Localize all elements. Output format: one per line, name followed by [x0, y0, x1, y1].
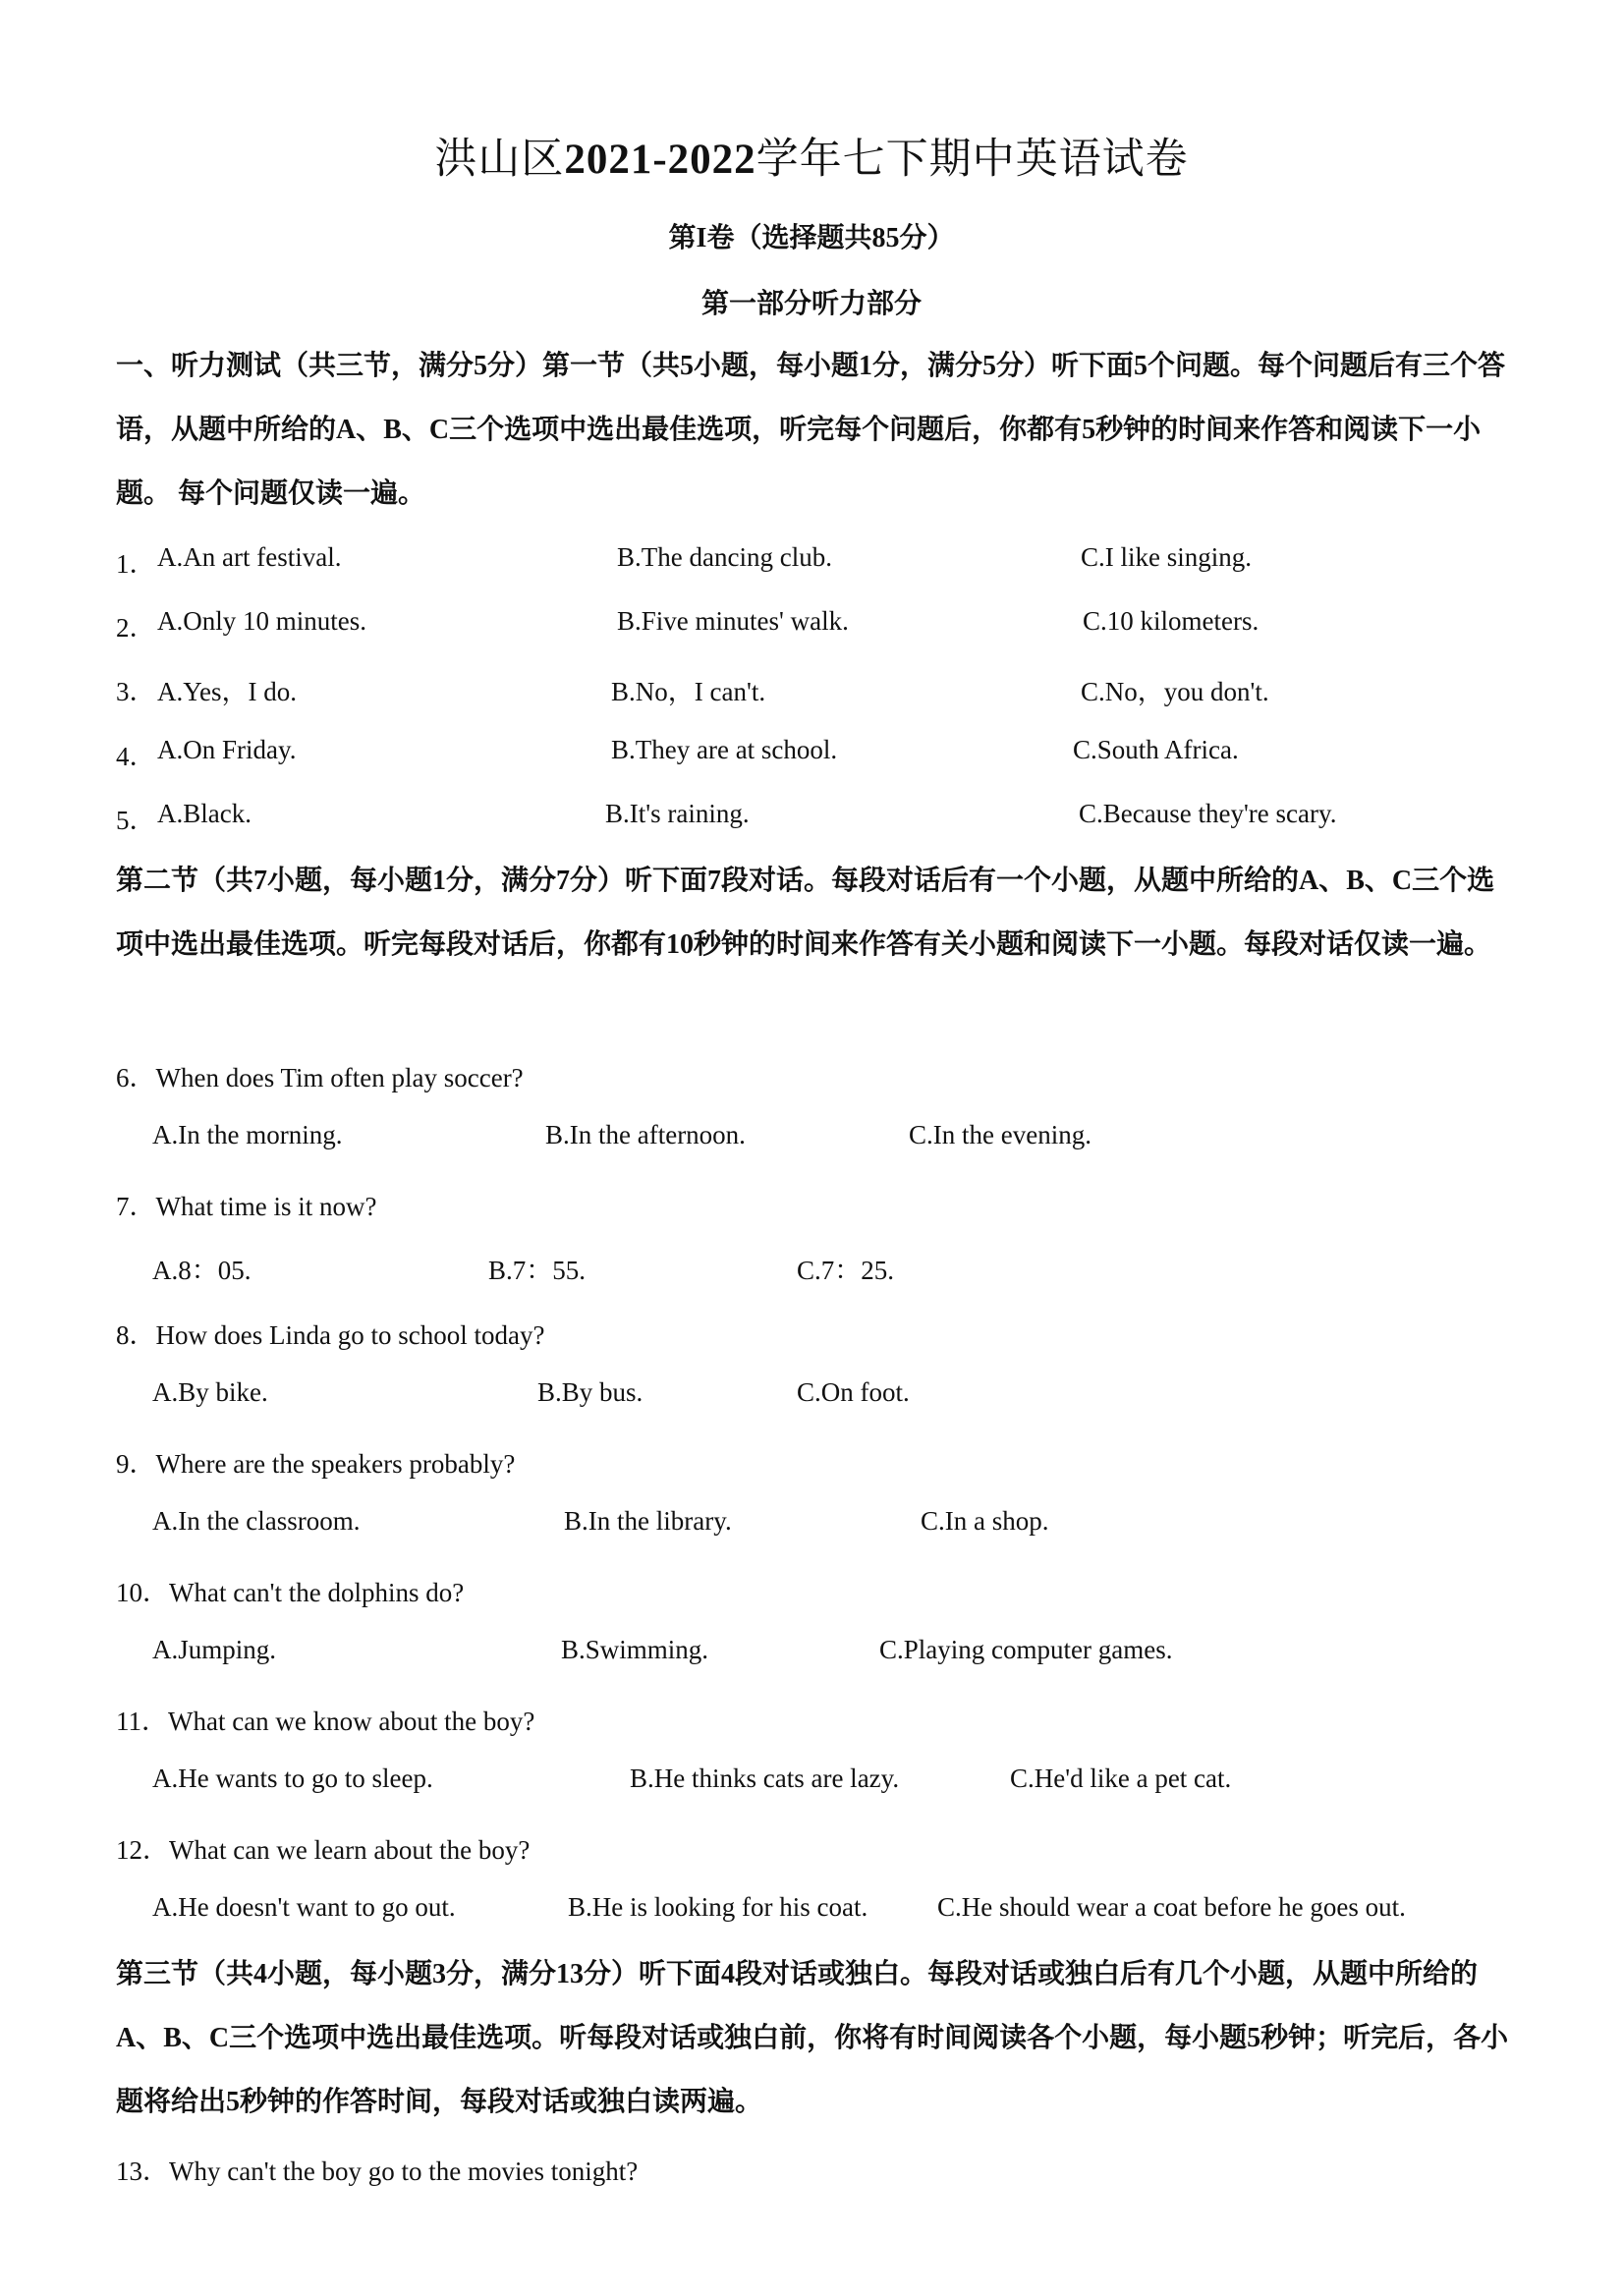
question-number: 2．	[116, 613, 156, 643]
option-b: B.In the afternoon.	[545, 1120, 746, 1149]
question-text: 13．Why can't the boy go to the movies tonight?	[116, 2156, 639, 2186]
option-a: A.8：05.	[152, 1256, 252, 1285]
question-text: 9．Where are the speakers probably?	[116, 1449, 516, 1479]
option-c: C.No，you don't.	[1081, 677, 1269, 706]
option-c: C.I like singing.	[1081, 542, 1252, 572]
option-b: B.It's raining.	[605, 799, 750, 828]
question-text: 10．What can't the dolphins do?	[116, 1578, 465, 1607]
option-c: C.Because they're scary.	[1079, 799, 1337, 828]
question-text: 7．What time is it now?	[116, 1192, 377, 1221]
option-a: A.Jumping.	[152, 1635, 277, 1664]
option-c: C.In the evening.	[909, 1120, 1091, 1149]
question-number: 4．	[116, 742, 156, 771]
option-b: B.No，I can't.	[611, 677, 766, 706]
question-number: 1．	[116, 549, 156, 579]
option-a: A.On Friday.	[157, 735, 297, 764]
section-heading: 第一部分听力部分	[700, 289, 922, 319]
page-title	[0, 126, 1623, 186]
option-a: A.He doesn't want to go out.	[152, 1892, 456, 1922]
option-a: A.Black.	[157, 799, 252, 828]
option-b: B.Five minutes' walk.	[617, 606, 849, 636]
option-c: C.7：25.	[797, 1256, 895, 1285]
option-b: B.7：55.	[488, 1256, 587, 1285]
question-text: 12．What can we learn about the boy?	[116, 1835, 531, 1865]
option-b: B.By bus.	[537, 1377, 644, 1407]
option-a: A.An art festival.	[157, 542, 342, 572]
question-text: 11．What can we know about the boy?	[116, 1707, 535, 1736]
option-a: A.Only 10 minutes.	[157, 606, 366, 636]
option-a: A.In the classroom.	[152, 1506, 361, 1536]
option-c: C.10 kilometers.	[1083, 606, 1259, 636]
question-text: 6．When does Tim often play soccer?	[116, 1063, 524, 1092]
option-b: B.Swimming.	[561, 1635, 709, 1664]
option-b: B.He is looking for his coat.	[568, 1892, 868, 1922]
question-number: 5．	[116, 806, 156, 835]
option-a: A.By bike.	[152, 1377, 268, 1407]
option-a: A.Yes，I do.	[157, 677, 298, 706]
part1-instructions: 一、听力测试（共三节，满分5分）第一节（共5小题，每小题1分，满分5分）听下面5个问题。每个问题后有三个答语，从题中所给的A、B、C三个选项中选出最佳选项，听完每个问题后，你都有5秒钟的时间来作答和阅读下一小题。 每个问题仅读一遍。	[116, 351, 1506, 509]
part2-instructions: 第二节（共7小题，每小题1分，满分7分）听下面7段对话。每段对话后有一个小题，从题中所给的A、B、C三个选项中选出最佳选项。听完每段对话后，你都有10秒钟的时间来作答有关小题和阅读下一小题。每段对话仅读一遍。	[116, 866, 1495, 960]
option-a: A.In the morning.	[152, 1120, 343, 1149]
option-c: C.He'd like a pet cat.	[1010, 1764, 1232, 1793]
title-prefix: 洪山区	[434, 137, 565, 183]
option-c: C.South Africa.	[1073, 735, 1239, 764]
question-text: 8．How does Linda go to school today?	[116, 1320, 545, 1350]
option-c: C.In a shop.	[921, 1506, 1049, 1536]
title-years: 2021-2022	[564, 137, 756, 183]
option-b: B.The dancing club.	[617, 542, 832, 572]
volume-subtitle: 第I卷（选择题共85分）	[668, 223, 955, 253]
question-number: 3．	[116, 677, 156, 706]
option-b: B.They are at school.	[611, 735, 838, 764]
option-a: A.He wants to go to sleep.	[152, 1764, 433, 1793]
option-b: B.He thinks cats are lazy.	[630, 1764, 900, 1793]
option-b: B.In the library.	[564, 1506, 732, 1536]
title-suffix: 学年七下期中英语试卷	[756, 137, 1189, 183]
option-c: C.On foot.	[797, 1377, 910, 1407]
option-c: C.He should wear a coat before he goes out.	[937, 1892, 1406, 1922]
option-c: C.Playing computer games.	[879, 1635, 1173, 1664]
part3-instructions: 第三节（共4小题，每小题3分，满分13分）听下面4段对话或独白。每段对话或独白后有几个小题，从题中所给的A、B、C三个选项中选出最佳选项。听每段对话或独白前，你将有时间阅读各个小题，每小题5秒钟；听完后，各小题将给出5秒钟的作答时间，每段对话或独白读两遍。	[116, 1959, 1509, 2117]
